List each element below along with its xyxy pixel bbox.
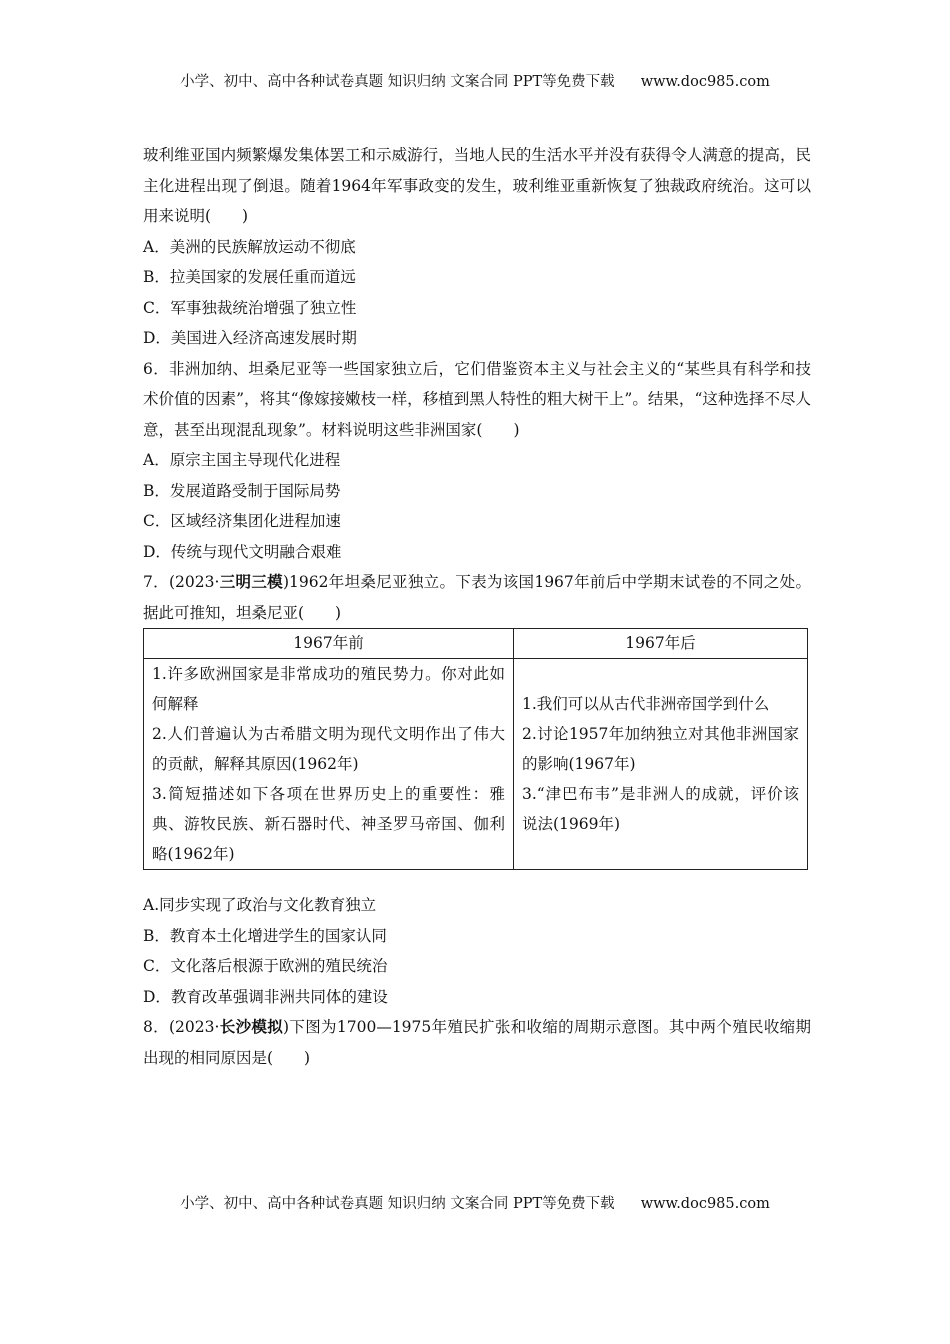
q7-option-a: A.同步实现了政治与文化教育独立 (143, 896, 377, 914)
q6-stem: 6．非洲加纳、坦桑尼亚等一些国家独立后，它们借鉴资本主义与社会主义的“某些具有科学和技术价值的因素”，将其“像嫁接嫩枝一样，移植到黑人特性的粗大树干上”。结果，“这种选择不尽人意，甚至出现混乱现象”。材料说明这些非洲国家( ) (143, 359, 811, 439)
footer-url[interactable]: www.doc985.com (640, 1196, 770, 1212)
q7-stem (143, 567, 811, 628)
q7-option-c: C．文化落后根源于欧洲的殖民统治 (143, 957, 388, 975)
q8-stem (143, 1012, 811, 1073)
after-item-1: 1.我们可以从古代非洲帝国学到什么 (522, 695, 770, 713)
header-text: 小学、初中、高中各种试卷真题 知识归纳 文案合同 PPT等免费下载 (180, 74, 615, 90)
page-header (0, 70, 950, 91)
page-content (143, 140, 811, 1073)
table-header-row (144, 629, 808, 659)
q8-stem-prefix: 8．(2023· (143, 1018, 220, 1036)
footer-text: 小学、初中、高中各种试卷真题 知识归纳 文案合同 PPT等免费下载 (180, 1196, 615, 1212)
table-cell-before (144, 659, 514, 870)
exam-comparison-table (143, 628, 808, 870)
q5-stem: 玻利维亚国内频繁爆发集体罢工和示威游行，当地人民的生活水平并没有获得令人满意的提高，民主化进程出现了倒退。随着1964年军事政变的发生，玻利维亚重新恢复了独裁政府统治。这可以用来说明( ) (143, 146, 811, 225)
table-cell-after (514, 659, 808, 870)
page-footer (0, 1192, 950, 1213)
after-item-2: 2.讨论1957年加纳独立对其他非洲国家的影响(1967年) (522, 725, 799, 773)
q5-option-a: A．美洲的民族解放运动不彻底 (143, 237, 356, 256)
q7-option-d: D．教育改革强调非洲共同体的建设 (143, 987, 388, 1006)
table-header-before: 1967年前 (144, 629, 514, 659)
q6-option-b: B．发展道路受制于国际局势 (143, 481, 341, 500)
table-row (144, 659, 808, 870)
q8-stem-rest: )下图为1700—1975年殖民扩张和收缩的周期示意图。其中两个殖民收缩期出现的相同原因是( ) (143, 1018, 811, 1067)
q7-option-b: B．教育本土化增进学生的国家认同 (143, 926, 387, 945)
header-url[interactable]: www.doc985.com (640, 74, 770, 90)
q8-source: 长沙模拟 (219, 1017, 284, 1036)
q5-option-b: B．拉美国家的发展任重而道远 (143, 268, 356, 286)
before-item-1: 1.许多欧洲国家是非常成功的殖民势力。你对此如何解释 (152, 665, 505, 713)
q7-stem-rest: )1962年坦桑尼亚独立。下表为该国1967年前后中学期末试卷的不同之处。据此可推知，坦桑尼亚( ) (143, 573, 811, 622)
before-item-2: 2.人们普遍认为古希腊文明为现代文明作出了伟大的贡献，解释其原因(1962年) (152, 725, 505, 773)
after-item-3: 3.“津巴布韦”是非洲人的成就，评价该说法(1969年) (522, 785, 799, 833)
q5-option-c: C．军事独裁统治增强了独立性 (143, 298, 357, 317)
before-item-3: 3.简短描述如下各项在世界历史上的重要性：雅典、游牧民族、新石器时代、神圣罗马帝国、伽利略(1962年) (152, 785, 505, 863)
q6-option-c: C．区域经济集团化进程加速 (143, 512, 341, 530)
q6-option-d: D．传统与现代文明融合艰难 (143, 542, 342, 561)
q7-stem-prefix: 7．(2023· (143, 573, 220, 591)
q7-source: 三明三模 (219, 572, 283, 591)
q6-option-a: A．原宗主国主导现代化进程 (143, 451, 341, 469)
table-header-after: 1967年后 (514, 629, 808, 659)
q5-option-d: D．美国进入经济高速发展时期 (143, 329, 357, 347)
